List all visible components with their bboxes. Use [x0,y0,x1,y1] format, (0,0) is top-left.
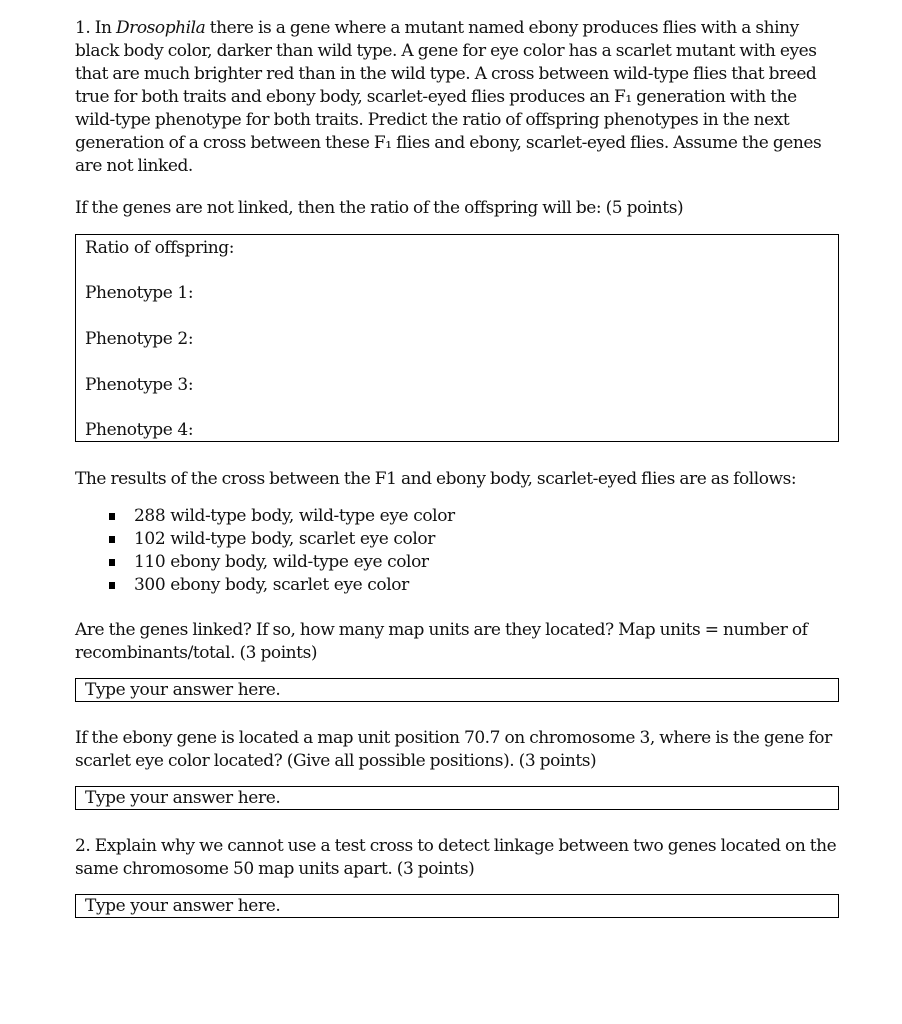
bullet-icon [109,559,115,566]
question-1-text [75,17,839,178]
not-linked-prompt: If the genes are not linked, then the ratio of the offspring will be: (5 points) [75,198,684,218]
question-2-text: 2. Explain why we cannot use a test cross to detect linkage between two genes located on the same chromosome 50 map units apart. (3 points) [75,836,837,879]
list-item [105,505,839,528]
phenotype-2-label: Phenotype 2: [85,329,194,349]
organism-name: Drosophila [116,18,206,38]
bullet-icon [109,582,115,589]
ratio-answer-box[interactable] [75,234,839,442]
ratio-heading: Ratio of offspring: [85,238,235,258]
question-1-number: 1. In [75,18,116,38]
list-item [105,551,839,574]
result-text: 288 wild-type body, wild-type eye color [134,506,455,526]
bullet-icon [109,536,115,543]
linked-answer-field[interactable] [75,678,839,702]
list-item [105,528,839,551]
question-1-body: there is a gene where a mutant named ebony produces flies with a shiny black body color, darker than wild type. A gene for eye color has a scarlet mutant with eyes that are much brighter red than in the wild type. A cross between wild-type flies that breed true for both traits and ebony body, scarlet-eyed flies produces an F₁ generation with the wild-type phenotype for both traits. Predict the ratio of offspring phenotypes in the next generation of a cross between these F₁ flies and ebony, scarlet-eyed flies. Assume the genes are not linked. [75,18,822,176]
answer-placeholder: Type your answer here. [85,896,281,916]
results-intro: The results of the cross between the F1 and ebony body, scarlet-eyed flies are as follows: [75,469,797,489]
phenotype-3-label: Phenotype 3: [85,375,194,395]
answer-placeholder: Type your answer here. [85,680,281,700]
answer-placeholder: Type your answer here. [85,788,281,808]
phenotype-1-label: Phenotype 1: [85,283,194,303]
result-text: 102 wild-type body, scarlet eye color [134,529,435,549]
list-item [105,574,839,597]
position-answer-field[interactable] [75,786,839,810]
phenotype-4-label: Phenotype 4: [85,420,194,440]
test-cross-answer-field[interactable] [75,894,839,918]
linked-prompt: Are the genes linked? If so, how many map units are they located? Map units = number of recombinants/total. (3 points) [75,620,808,663]
result-text: 110 ebony body, wild-type eye color [134,552,429,572]
results-list [75,505,839,597]
result-text: 300 ebony body, scarlet eye color [134,575,409,595]
position-prompt: If the ebony gene is located a map unit position 70.7 on chromosome 3, where is the gene for scarlet eye color located? (Give all possible positions). (3 points) [75,728,832,771]
worksheet [75,17,839,918]
bullet-icon [109,513,115,520]
